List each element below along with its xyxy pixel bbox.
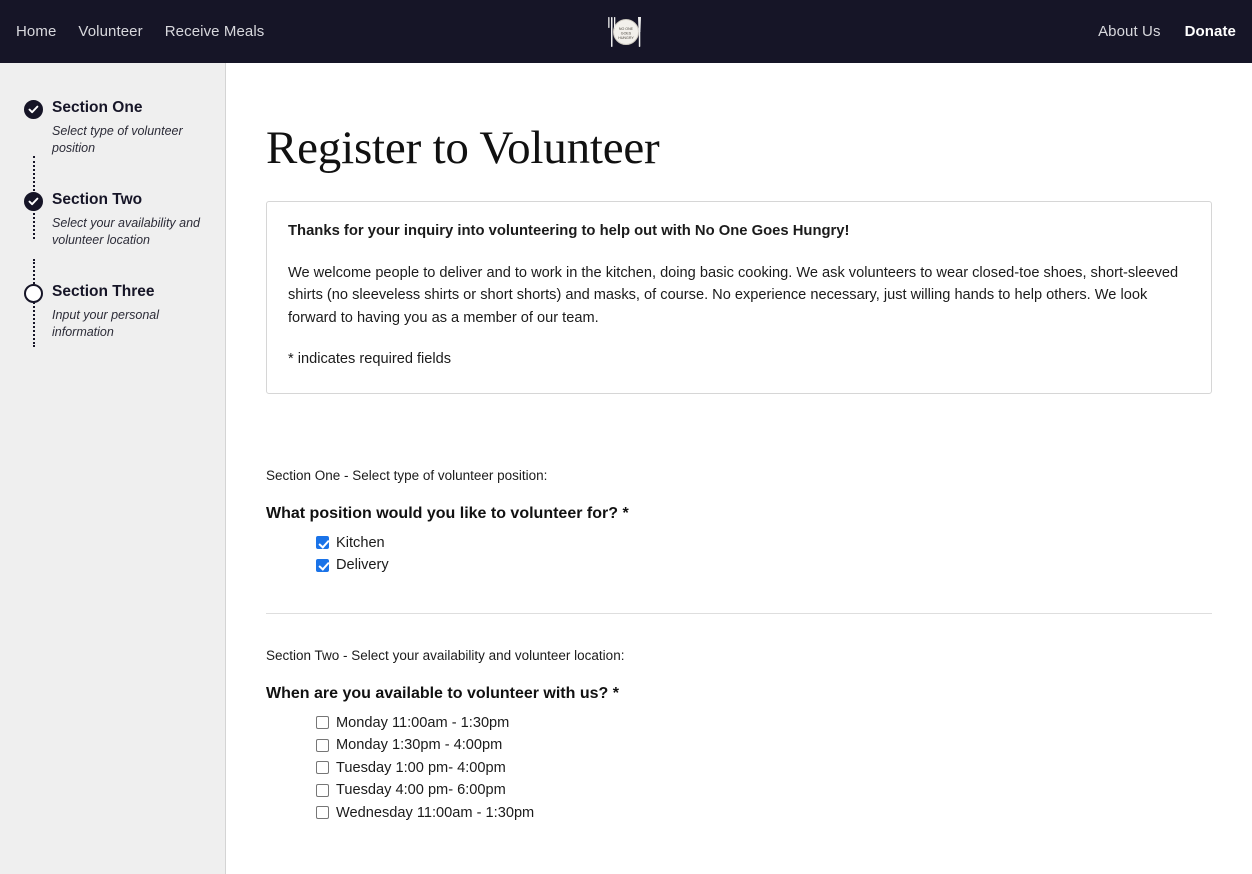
intro-lead-text: Thanks for your inquiry into volunteering to help out with No One Goes Hungry! [288, 223, 850, 239]
progress-sidebar [0, 63, 226, 874]
checkbox-label: Tuesday 1:00 pm- 4:00pm [336, 759, 506, 776]
check-circle-icon [24, 192, 43, 211]
sidebar-step-section-three[interactable] [0, 283, 225, 341]
checkbox-tuesday-400-600[interactable] [316, 784, 329, 797]
top-navigation-bar [0, 0, 1252, 63]
page-body [0, 63, 1252, 874]
step-title: Section One [52, 99, 143, 116]
checkbox-kitchen[interactable] [316, 536, 329, 549]
intro-info-card [266, 201, 1212, 394]
checkbox-label: Monday 1:30pm - 4:00pm [336, 737, 503, 754]
nav-link-volunteer[interactable]: Volunteer [78, 23, 143, 40]
sidebar-step-section-one[interactable] [0, 99, 225, 157]
nav-link-donate[interactable]: Donate [1184, 23, 1236, 40]
svg-text:NO ONE: NO ONE [618, 26, 634, 31]
checkbox-option-availability[interactable] [316, 712, 1212, 735]
step-description: Select your availability and volunteer location [52, 216, 200, 247]
spacer [266, 394, 1212, 468]
checkbox-wednesday-11-130[interactable] [316, 806, 329, 819]
step-description: Select type of volunteer position [52, 124, 183, 155]
checkbox-label: Kitchen [336, 534, 385, 551]
checkbox-monday-130-400[interactable] [316, 739, 329, 752]
section-one-question: What position would you like to volunteer for? * [266, 504, 629, 522]
empty-circle-icon [24, 284, 43, 303]
section-two-options [316, 712, 1212, 825]
step-title: Section Two [52, 191, 143, 208]
checkbox-label: Tuesday 4:00 pm- 6:00pm [336, 782, 506, 799]
nav-link-about-us[interactable]: About Us [1098, 23, 1161, 40]
main-content [226, 63, 1252, 874]
section-two-label: Section Two - Select your availability and volunteer location: [266, 647, 625, 663]
section-two-question: When are you available to volunteer with us? * [266, 684, 619, 702]
form-section-one [266, 468, 1212, 577]
intro-body-text: We welcome people to deliver and to work in the kitchen, doing basic cooking. We ask volunteers to wear closed-toe shoes, short-sleeved shirts (no sleeveless shirts or short shorts) and masks, of course. No experience necessary, just willing hands to help others. We look forward to having you as a member of our team. [288, 264, 1179, 326]
page-title: Register to Volunteer [266, 122, 660, 174]
sidebar-step-section-two[interactable] [0, 191, 225, 249]
check-circle-icon [24, 100, 43, 119]
checkbox-label: Monday 11:00am - 1:30pm [336, 714, 510, 731]
checkbox-option-delivery[interactable] [316, 554, 1212, 577]
step-title: Section Three [52, 283, 155, 300]
checkbox-option-kitchen[interactable] [316, 532, 1212, 555]
checkbox-delivery[interactable] [316, 559, 329, 572]
checkbox-option-availability[interactable] [316, 802, 1212, 825]
nav-left-group [16, 23, 264, 40]
checkbox-option-availability[interactable] [316, 779, 1212, 802]
section-one-options [316, 532, 1212, 577]
checkbox-monday-11-130[interactable] [316, 716, 329, 729]
checkbox-option-availability[interactable] [316, 757, 1212, 780]
checkbox-label: Wednesday 11:00am - 1:30pm [336, 804, 535, 821]
section-one-label: Section One - Select type of volunteer position: [266, 467, 548, 483]
form-section-two [266, 648, 1212, 825]
nav-right-group [1098, 23, 1236, 40]
checkbox-tuesday-100-400[interactable] [316, 761, 329, 774]
svg-text:GOES: GOES [620, 31, 632, 35]
section-divider [266, 613, 1212, 614]
checkbox-label: Delivery [336, 557, 389, 574]
step-description: Input your personal information [52, 308, 160, 339]
required-fields-note: * indicates required fields [288, 351, 452, 367]
checkbox-option-availability[interactable] [316, 734, 1212, 757]
fork-plate-knife-logo-icon[interactable] [604, 12, 648, 52]
nav-link-receive-meals[interactable]: Receive Meals [164, 23, 265, 40]
svg-text:HUNGRY: HUNGRY [618, 35, 634, 40]
nav-link-home[interactable]: Home [16, 23, 57, 40]
